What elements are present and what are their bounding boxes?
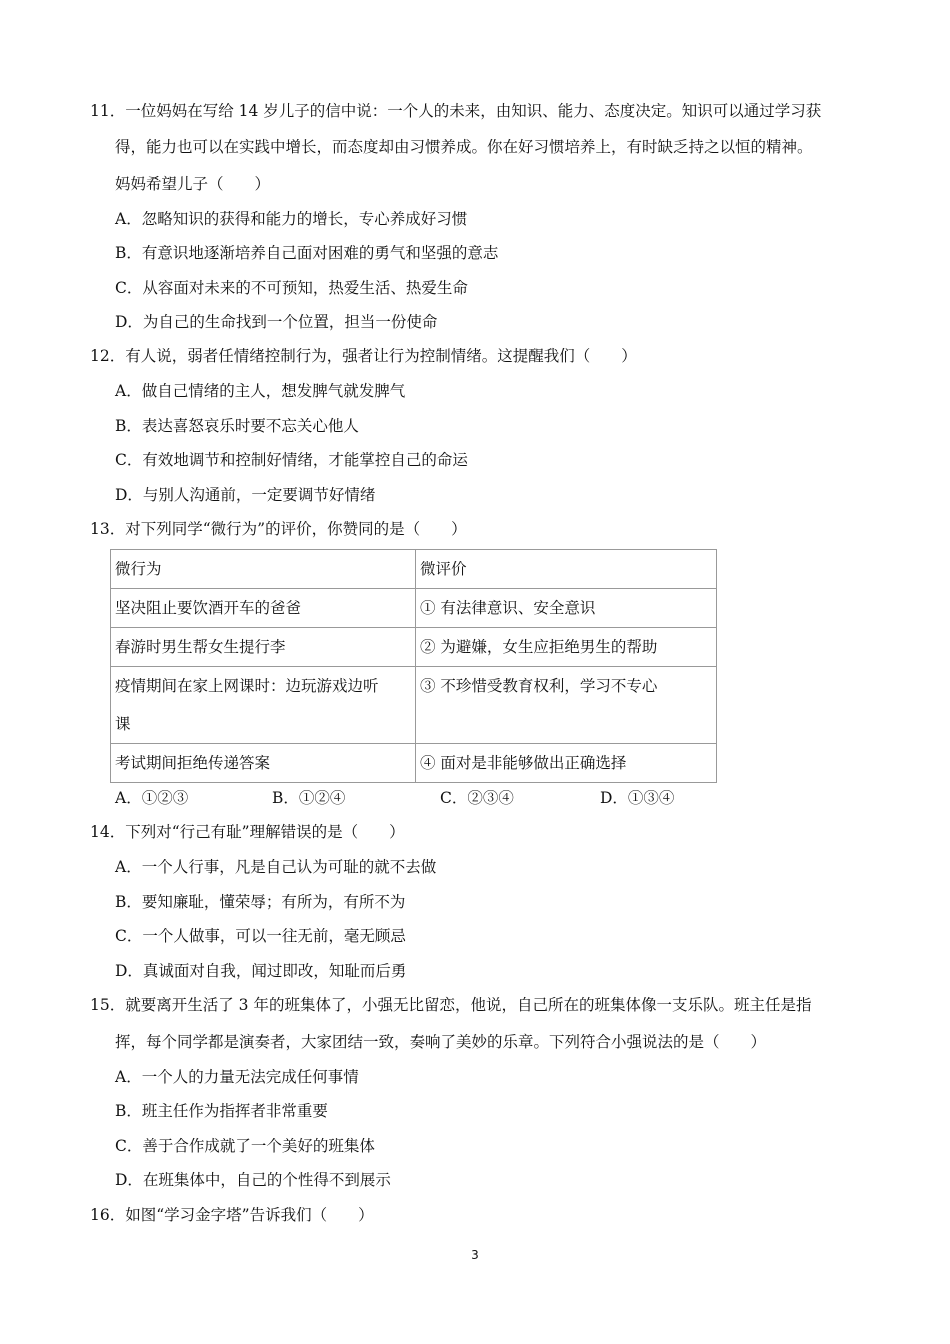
table-cell-behavior: 春游时男生帮女生提行李 bbox=[111, 628, 416, 667]
table-header-row bbox=[111, 550, 717, 589]
table-row bbox=[111, 744, 717, 783]
table-cell-behavior: 坚决阻止要饮酒开车的爸爸 bbox=[111, 589, 416, 628]
q13-option-a: A．①②③ bbox=[115, 789, 189, 807]
table-row bbox=[111, 628, 717, 667]
table-cell-behavior: 考试期间拒绝传递答案 bbox=[111, 744, 416, 783]
q11-option-d: D．为自己的生命找到一个位置，担当一份使命 bbox=[115, 313, 438, 331]
q15-option-a: A．一个人的力量无法完成任何事情 bbox=[115, 1068, 359, 1086]
q13-table bbox=[110, 549, 717, 783]
q11-option-b: B．有意识地逐渐培养自己面对困难的勇气和坚强的意志 bbox=[115, 244, 499, 262]
q12-option-d: D．与别人沟通前，一定要调节好情绪 bbox=[115, 486, 376, 504]
table-row bbox=[111, 667, 717, 744]
q11-option-a: A．忽略知识的获得和能力的增长，专心养成好习惯 bbox=[115, 210, 468, 228]
table-cell-evaluation: ① 有法律意识、安全意识 bbox=[416, 589, 717, 628]
page-number: 3 bbox=[471, 1248, 479, 1262]
q15-option-b: B．班主任作为指挥者非常重要 bbox=[115, 1102, 328, 1120]
table-cell-behavior bbox=[111, 667, 416, 744]
table-header-behavior: 微行为 bbox=[111, 550, 416, 589]
q14-stem: 14．下列对“行己有耻”理解错误的是（ ） bbox=[90, 823, 405, 841]
q12-stem: 12．有人说，弱者任情绪控制行为，强者让行为控制情绪。这提醒我们（ ） bbox=[90, 347, 637, 365]
q12-option-a: A．做自己情绪的主人，想发脾气就发脾气 bbox=[115, 382, 406, 400]
q13-stem: 13．对下列同学“微行为”的评价，你赞同的是（ ） bbox=[90, 520, 467, 538]
table-cell-line: 课 bbox=[115, 715, 131, 733]
table-cell-evaluation: ② 为避嫌，女生应拒绝男生的帮助 bbox=[416, 628, 717, 667]
q14-option-d: D．真诚面对自我，闻过即改，知耻而后勇 bbox=[115, 962, 407, 980]
q16-stem: 16．如图“学习金字塔”告诉我们（ ） bbox=[90, 1206, 374, 1224]
q13-option-d: D．①③④ bbox=[600, 789, 675, 807]
q14-option-a: A．一个人行事，凡是自己认为可耻的就不去做 bbox=[115, 858, 437, 876]
q12-option-b: B．表达喜怒哀乐时要不忘关心他人 bbox=[115, 417, 359, 435]
q11-stem-line1: 11．一位妈妈在写给 14 岁儿子的信中说：一个人的未来，由知识、能力、态度决定。知识可以通过学习获 bbox=[90, 102, 822, 120]
table-cell-evaluation: ④ 面对是非能够做出正确选择 bbox=[416, 744, 717, 783]
q15-stem-line1: 15．就要离开生活了 3 年的班集体了，小强无比留恋，他说，自己所在的班集体像一支乐队。班主任是指 bbox=[90, 996, 812, 1014]
q14-option-c: C．一个人做事，可以一往无前，毫无顾忌 bbox=[115, 927, 406, 945]
q11-option-c: C．从容面对未来的不可预知，热爱生活、热爱生命 bbox=[115, 279, 468, 297]
q12-option-c: C．有效地调节和控制好情绪，才能掌控自己的命运 bbox=[115, 451, 468, 469]
table-cell-line: 疫情期间在家上网课时：边玩游戏边听 bbox=[115, 677, 379, 695]
q13-option-b: B．①②④ bbox=[272, 789, 346, 807]
q11-stem-line2: 得，能力也可以在实践中增长，而态度却由习惯养成。你在好习惯培养上，有时缺乏持之以恒的精神。 bbox=[115, 138, 813, 156]
q15-stem-line2: 挥，每个同学都是演奏者，大家团结一致，奏响了美妙的乐章。下列符合小强说法的是（ ） bbox=[115, 1033, 767, 1051]
q11-stem-line3: 妈妈希望儿子（ ） bbox=[115, 175, 271, 193]
q13-option-c: C．②③④ bbox=[440, 789, 514, 807]
q14-option-b: B．要知廉耻，懂荣辱；有所为，有所不为 bbox=[115, 893, 406, 911]
table-row bbox=[111, 589, 717, 628]
q15-option-d: D．在班集体中，自己的个性得不到展示 bbox=[115, 1171, 391, 1189]
q15-option-c: C．善于合作成就了一个美好的班集体 bbox=[115, 1137, 375, 1155]
table-cell-evaluation: ③ 不珍惜受教育权利，学习不专心 bbox=[416, 667, 717, 744]
table-header-evaluation: 微评价 bbox=[416, 550, 717, 589]
